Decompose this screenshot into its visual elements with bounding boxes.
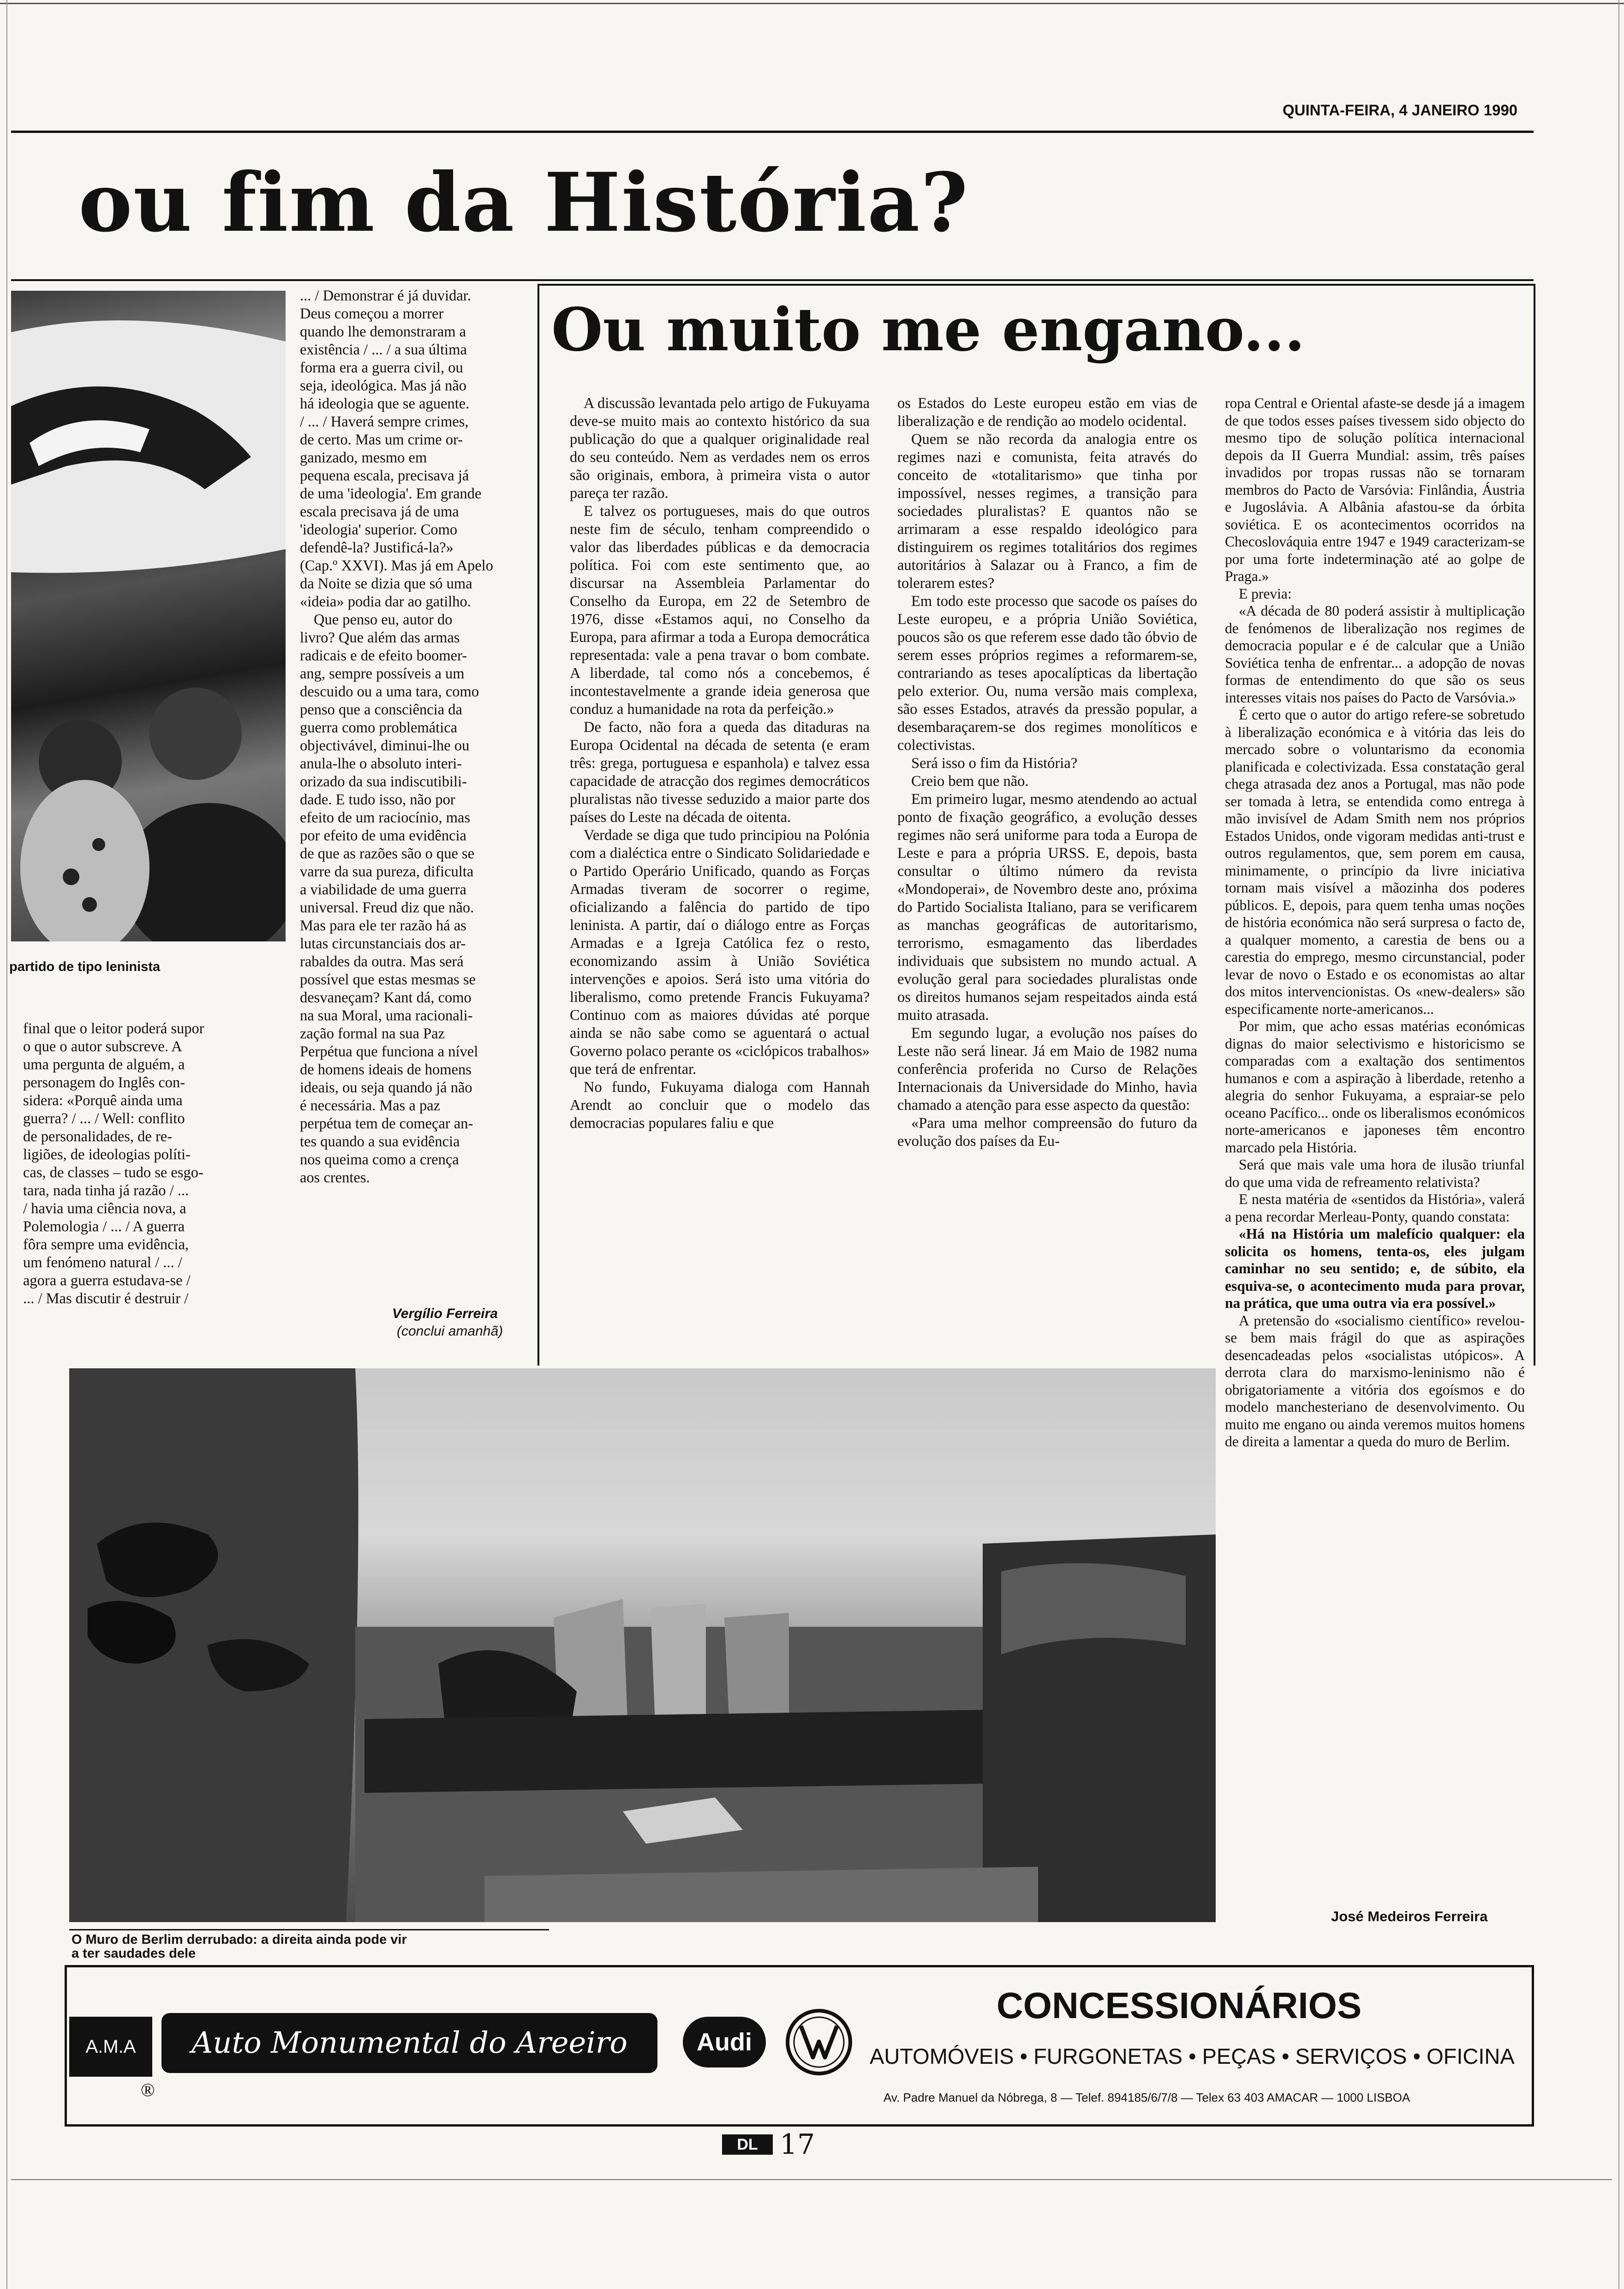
column-d-paragraph: Em segundo lugar, a evolução nos países do Leste não será linear. Já em Maio de 1982 numa conferência proferida no Curso de Relações Internacionais da Universidade do Minho, havia chamado a atenção para esse aspecto da questão: [897,1025,1197,1114]
dateline: QUINTA-FEIRA, 4 JANEIRO 1990 [1283,102,1518,119]
column-e-paragraph: E nesta matéria de «sentidos da História», valerá a pena recordar Merleau-Ponty, quando constata: [1225,1191,1525,1225]
crowd-photo-graphic [11,291,286,941]
page-number: 17 [780,2128,815,2161]
column-b-line: há ideologia que se aguente. [300,395,470,412]
column-b-line: objectivável, diminui-lhe ou [300,737,470,754]
column-c-paragraph: A discussão levantada pelo artigo de Fukuyama deve-se muito mais ao contexto histórico da sua publicação do que a qualquer originalidade real do seu conteúdo. Nem as verdades nem os erros são originais, embora, à primeira vista o autor pareça ter razão. [570,395,870,502]
column-b-line: defendê-la? Justificá-la?» [300,539,454,556]
ad-title: CONCESSIONÁRIOS [997,1985,1362,2026]
column-b-line: de homens ideais de homens [300,1061,472,1078]
column-b-line: de que as razões são o que se [300,845,475,862]
column-b-line: escala precisava já de uma [300,503,459,520]
column-b-line: de certo. Mas um crime or- [300,431,463,448]
column-b-line: anula-lhe o absoluto interi- [300,755,462,772]
column-e [1225,395,1525,1450]
column-b-line: nos queima como a crença [300,1151,459,1168]
column-d-paragraph: os Estados do Leste europeu estão em vias de liberalização e de rendição ao modelo ocidental. [897,395,1197,430]
column-d-paragraph: Em primeiro lugar, mesmo atendendo ao actual ponto de fixação geográfico, a evolução desses regimes não será uniforme para toda a Europa de Leste e para a própria URSS. E, depois, basta consultar o último número da revista «Mondoperai», de Novembro deste ano, próxima do Partido Socialista Italiano, para se verificarem as manchas geográficas de autoritarismo, terrorismo, esmagamento das liberdades individuais que subsistem no mundo actual. A evolução geral para sociedades pluralistas onde os direitos humanos sejam respeitados ainda está muito atrasada. [897,791,1197,1024]
column-a-line: cas, de classes – tudo se esgo- [23,1164,203,1181]
author-medeiros: José Medeiros Ferreira [1331,1908,1488,1924]
column-b-line: desvaneçam? Kant dá, como [300,989,472,1006]
column-e-paragraph: É certo que o autor do artigo refere-se sobretudo à liberalização económica e à vitória das leis do mercado sobre o voluntarismo da economia planificada e colectivizada. Essa constatação geral chega atrasada dez anos a Portugal, mas não pode ser tomada à letra, se entendida como entrega à mão invisível de Adam Smith nem nos próprios Estados Unidos, onde vigoram medidas anti-trust e outros regulamentos, que, sem porem em causa, minimamente, o princípio da livre iniciativa tornam mais visível a mãozinha dos poderes públicos. E, depois, para quem tenha umas noções de história económica não será surpresa o facto de, a qualquer momento, a carestia de bens ou a carestia do emprego, mesmo circunstancial, poder levar de novo o Estado e os economistas ao altar dos mitos intervencionistas. Os «new-dealers» são especificamente norte-americanos... [1225,707,1525,1017]
column-b-line: Que penso eu, autor do [314,611,453,628]
column-e-paragraph: A pretensão do «socialismo científico» revelou-se bem mais frágil do que as aspirações desencadeadas pelos «socialistas utópicos». A derrota clara do marxismo-leninismo não é obrigatoriamente a vitória dos egoísmos e do modelo manchesteriano de desenvolvimento. Ou muito me engano ou ainda veremos muitos homens de direita a lamentar a queda do muro de Berlim. [1225,1312,1525,1450]
column-b-line: 'ideologia' superior. Como [300,521,458,538]
column-d-paragraph: Será isso o fim da História? [911,755,1078,772]
column-b-line: aos crentes. [300,1169,370,1186]
crowd-photo-caption: partido de tipo leninista [9,959,161,974]
column-d-paragraph: «Para uma melhor compreensão do futuro da evolução dos países da Eu- [897,1115,1197,1150]
vw-logo-icon [784,2007,854,2077]
article2-title: Ou muito me engano... [551,295,1305,365]
column-d [897,395,1197,1150]
column-c [570,395,870,1133]
ad-script-banner [161,2013,657,2073]
column-b-line: quando lhe demonstraram a [300,324,466,340]
column-a-line: agora a guerra estudava-se / [23,1272,191,1289]
column-a-line: uma pergunta de alguém, a [23,1056,185,1073]
column-b-line: varre da sua pureza, dificulta [300,863,474,880]
vw-logo [784,2007,854,2077]
column-a [23,1020,281,1308]
column-e-paragraph: E previa: [1239,585,1292,602]
column-b-line: orizado da sua indiscutibili- [300,773,467,790]
column-b-line: forma era a guerra civil, ou [300,360,463,376]
scan-edge-left [6,0,7,2289]
author-vergilio: Vergílio Ferreira [392,1306,498,1321]
column-b-line: ... / Demonstrar é já duvidar. [300,288,471,304]
ad-ama-label: A.M.A [69,2017,152,2077]
column-b [300,287,526,1187]
column-b-line: penso que a consciência da [300,701,462,718]
headline-bottom-rule [11,279,1534,281]
column-a-line: personagem do Inglês con- [23,1074,185,1091]
column-a-line: ... / Mas discutir é destruir / [23,1290,189,1307]
scan-edge-top [0,3,1624,4]
column-e-paragraph: Por mim, que acho essas matérias económicas dignas do maior selectivismo e historicismo se comparadas com a exaltação dos sentimentos humanos e com a aspiração à liberdade, retenho a alegria do senhor Fukuyama, a espraiar-se pelo oceano Pacífico... onde os liberalismos económicos norte-americanos e japoneses têm encontro marcado pela História. [1225,1018,1525,1156]
column-b-line: ganizado, mesmo em [300,449,427,466]
column-b-line: guerra como problemática [300,719,458,736]
audi-label: Audi [697,2028,752,2056]
column-b-line: ang, sempre possíveis a um [300,665,465,682]
ad-services: AUTOMÓVEIS • FURGONETAS • PEÇAS • SERVIÇOS • OFICINA [870,2044,1515,2068]
column-b-line: zação formal na sua Paz [300,1025,445,1042]
column-e-paragraph: ropa Central e Oriental afaste-se desde já a imagem de que todos esses países tivessem sido objecto do mesmo tipo de solução política internacional depois da II Guerra Mundial: assim, três países invadidos por tropas russas não se tornaram membros do Pacto de Varsóvia: Finlândia, Áustria e Jugoslávia. A Albânia afastou-se da órbita soviética. E os acontecimentos ocorridos na Checoslováquia entre 1947 e 1949 caracterizam-se por uma forte indeterminação até ao golpe de Praga.» [1225,395,1525,584]
column-b-line: efeito de um raciocínio, mas [300,809,471,826]
ad-registered-mark: ® [141,2079,155,2100]
column-a-line: final que o leitor poderá supor [23,1020,204,1037]
column-a-line: guerra? / ... / Well: conflito [23,1110,185,1127]
column-b-line: existência / ... / a sua última [300,342,467,358]
column-b-line: a viabilidade de uma guerra [300,881,466,898]
photo2-caption-line-2: a ter saudades dele [72,1946,196,1961]
column-b-line: universal. Freud diz que não. [300,899,474,916]
ad-script-name: Auto Monumental do Areeiro [191,2026,627,2060]
column-b-line: rabaldes da outra. Mas será [300,953,464,970]
column-b-line: «ideia» podia dar ao gatilho. [300,593,471,610]
audi-logo [683,2017,766,2067]
column-b-line: / ... / Haverá sempre crimes, [300,413,469,430]
column-b-line: é necessária. Mas a paz [300,1097,441,1114]
column-a-line: Polemologia / ... / A guerra [23,1218,185,1235]
column-b-line: perpétua tem de começar an- [300,1115,473,1132]
column-a-line: um fenómeno natural / ... / [23,1254,182,1271]
column-e-paragraph: «Há na História um malefício qualquer: ela solicita os homens, tenta-os, eles julgam caminhar no seu sentido; e, de súbito, ela esquiva-se, o acontecimento muda para provar, na prática, que uma outra via era possível.» [1225,1226,1525,1311]
column-b-line: de uma 'ideologia'. Em grande [300,485,482,502]
column-d-paragraph: Creio bem que não. [911,773,1029,790]
scan-edge-right [1618,0,1619,2289]
column-e-paragraph: Será que mais vale uma hora de ilusão triunfal do que uma vida de refreamento relativista? [1225,1156,1525,1190]
footer-logo: DL [722,2134,773,2155]
column-b-line: da Noite se dizia que só uma [300,575,472,592]
column-b-line: descuido ou a uma tara, como [300,683,479,700]
column-e-paragraph: «A década de 80 poderá assistir à multiplicação de fenómenos de liberalização nos regimes de democracia popular e é de calcular que a União Soviética tenha de enfrentar... a adopção de novas formas de entendimento do que são os seus interesses vitais nos países do Pacto de Varsóvia.» [1225,603,1525,706]
crowd-photo [11,291,286,941]
column-c-paragraph: De facto, não fora a queda das ditaduras na Europa Ocidental na década de setenta (e eram três: grega, portuguesa e espanhola) e talvez essa capacidade de atracção dos regimes democráticos pluralistas não tivesse seduzido a maior parte dos países do Leste na década de oitenta. [570,719,870,826]
column-b-line: dade. E tudo isso, não por [300,791,455,808]
column-a-line: / havia uma ciência nova, a [23,1200,186,1217]
column-a-line: ligiões, de ideologias políti- [23,1146,191,1163]
column-b-line: Deus começou a morrer [300,306,444,322]
footer-rule [11,2179,1612,2180]
column-c-paragraph: No fundo, Fukuyama dialoga com Hannah Arendt ao concluir que o modelo das democracias populares faliu e que [570,1079,870,1132]
photo2-caption-line-1: O Muro de Berlim derrubado: a direita ainda pode vir [72,1932,407,1947]
column-b-line: por efeito de uma evidência [300,827,466,844]
continuation-note: (conclui amanhã) [397,1324,503,1339]
column-b-line: Mas para ele ter razão há as [300,917,466,934]
column-a-line: de personalidades, de re- [23,1128,173,1145]
page-headline: ou fim da História? [78,156,969,250]
column-b-line: livro? Que além das armas [300,629,460,646]
ad-address: Av. Padre Manuel da Nóbrega, 8 — Telef. 894185/6/7/8 — Telex 63 403 AMACAR — 1000 LISBOA [884,2091,1410,2104]
column-a-line: tara, nada tinha já razão / ... [23,1182,189,1199]
column-a-line: sidera: «Porquê ainda uma [23,1092,183,1109]
column-c-paragraph: Verdade se diga que tudo principiou na Polónia com a dialéctica entre o Sindicato Solidariedade e o Partido Operário Unificado, quando as Forças Armadas tiveram de socorrer o regime, oficializando a falência do partido de tipo leninista. A partir, daí o diálogo entre as Forças Armadas e a Igreja Católica fez o resto, economizando assim à União Soviética intervenções e apoios. Será isto uma vitória do liberalismo, como pretende Francis Fukuyama? Continuo com as maiores dúvidas até porque ainda se não sabe como se aguentará o actual Governo polaco perante os «ciclópicos trabalhos» que terá de enfrentar. [570,827,870,1078]
column-a-line: fôra sempre uma evidência, [23,1236,189,1253]
column-d-paragraph: Quem se não recorda da analogia entre os regimes nazi e comunista, feita através do conceito de «totalitarismo» que tinha por impossível, nesses regimes, a transição para sociedades pluralistas? E quantos não se arrimaram a esse respaldo ideológico para distinguirem os regimes totalitários dos regimes autoritários à Salazar ou à Franco, a fim de tolerarem estes? [897,431,1197,592]
column-b-line: seja, ideológica. Mas já não [300,378,466,394]
column-c-paragraph: E talvez os portugueses, mais do que outros neste fim de século, tenham compreendido o valor das liberdades públicas e da democracia política. Foi com este sentimento que, ao discursar na Assembleia Parlamentar do Conselho da Europa, em 22 de Setembro de 1976, disse «Estamos aqui, no Conselho da Europa, para afirmar a toda a Europa democrática representada: vale a pena travar o bom combate. A liberdade, tal como nós a concebemos, é incontestavelmente a grande ideia generosa que conduz a humanidade na rota da perfeição.» [570,503,870,718]
column-b-line: (Cap.º XXVI). Mas já em Apelo [300,557,493,574]
column-b-line: radicais e de efeito boomer- [300,647,467,664]
column-b-line: tes quando a sua evidência [300,1133,460,1150]
berlin-wall-photo [69,1368,1216,1922]
column-b-line: lutas circunstanciais dos ar- [300,935,466,952]
column-b-line: Perpétua que funciona a nível [300,1043,478,1060]
column-b-line: pequena escala, precisava já [300,467,469,484]
photo2-caption-rule [69,1929,549,1930]
column-b-line: na sua Moral, uma racionali- [300,1007,473,1024]
column-d-paragraph: Em todo este processo que sacode os países do Leste europeu, e a própria União Soviética, poucos são os que referem esse dado tão óbvio de serem esses próprios regimes a reformarem-se, contrariando as teses apocalípticas da libertação pelo exterior. Ou, numa versão mais complexa, são esses Estados, através da pressão popular, a desembaraçarem-se dos regimes monolíticos e colectivistas. [897,593,1197,754]
column-b-line: ideais, ou seja quando já não [300,1079,472,1096]
headline-top-rule [11,131,1534,133]
column-b-line: possível que estas mesmas se [300,971,476,988]
column-a-line: o que o autor subscreve. A [23,1038,182,1055]
berlin-wall-graphic [69,1368,1216,1922]
